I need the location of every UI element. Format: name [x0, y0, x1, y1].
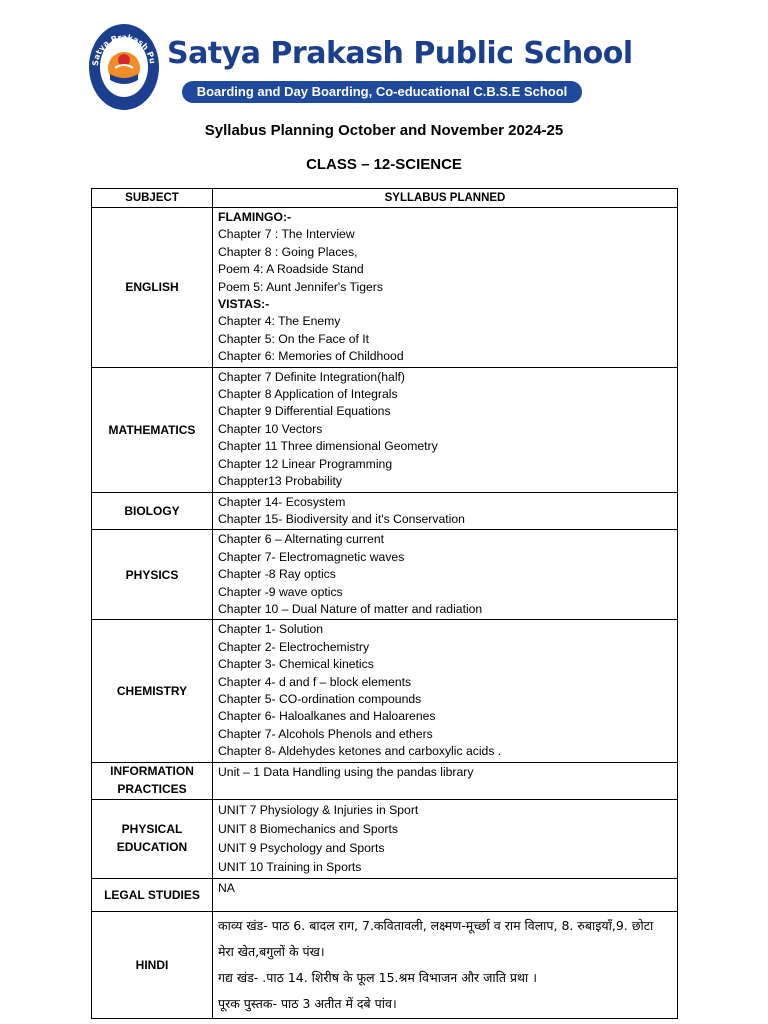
table-row-physics [92, 530, 678, 620]
subject-line: EDUCATION [116, 839, 188, 854]
table-row-mathematics [92, 367, 678, 492]
syllabus-line: Chapter 6: Memories of Childhood [218, 349, 404, 364]
page-title: Syllabus Planning October and November 2024-25 [204, 122, 564, 139]
syllabus-line: Chapter 4- d and f – block elements [218, 674, 412, 689]
syllabus-line: Chapter 14- Ecosystem [218, 494, 346, 509]
syllabus-line: Chapter -8 Ray optics [218, 567, 336, 582]
subject-cell: MATHEMATICS [92, 367, 213, 492]
syllabus-cell [213, 530, 678, 620]
syllabus-cell [213, 208, 678, 368]
table-row-chemistry [92, 620, 678, 762]
syllabus-line: पूरक पुस्तक- पाठ 3 अतीत में दबे पांव। [218, 995, 397, 1011]
syllabus-line: Chapter 1- Solution [218, 622, 324, 637]
syllabus-line: Chapter 2- Electrochemistry [218, 639, 370, 654]
subject-cell: BIOLOGY [92, 492, 213, 530]
school-name: Satya Prakash Public School [167, 36, 633, 71]
subject-cell [92, 762, 213, 799]
section-heading: VISTAS:- [218, 297, 270, 312]
syllabus-line: Chapter 6- Haloalkanes and Haloarenes [218, 709, 436, 724]
section-heading: FLAMINGO:- [218, 210, 292, 224]
syllabus-line: Chapter 7- Electromagnetic waves [218, 549, 405, 564]
syllabus-line: Chapter 6 – Alternating current [218, 532, 384, 547]
subject-cell: LEGAL STUDIES [92, 878, 213, 911]
syllabus-line: Poem 5: Aunt Jennifer's Tigers [218, 279, 383, 294]
syllabus-cell [213, 878, 678, 911]
school-tagline: Boarding and Day Boarding, Co-educational C.B.S.E School [182, 81, 582, 103]
table-row-information-practices [92, 762, 678, 799]
syllabus-line: Unit – 1 Data Handling using the pandas library [218, 764, 474, 779]
subject-cell: ENGLISH [92, 208, 213, 368]
syllabus-line: NA [218, 880, 235, 895]
syllabus-line: Chapter 8 Application of Integrals [218, 387, 398, 402]
subject-cell: HINDI [92, 911, 213, 1018]
table-header-row [92, 189, 678, 208]
syllabus-line: Chapter 8 : Going Places, [218, 244, 358, 259]
syllabus-line: Chapter -9 wave optics [218, 584, 343, 599]
subject-line: INFORMATION [110, 764, 194, 779]
syllabus-line: UNIT 10 Training in Sports [218, 859, 362, 874]
table-row-english [92, 208, 678, 368]
syllabus-line: Chapter 9 Differential Equations [218, 404, 391, 419]
syllabus-line: Chapter 7- Alcohols Phenols and ethers [218, 726, 433, 741]
subject-line: PHYSICAL [121, 822, 183, 837]
subject-line: PRACTICES [117, 781, 187, 796]
syllabus-cell [213, 911, 678, 1018]
syllabus-line: Chapter 10 – Dual Nature of matter and radiation [218, 601, 483, 616]
subject-cell: CHEMISTRY [92, 620, 213, 762]
table-row-legal-studies [92, 878, 678, 911]
table-row-hindi [92, 911, 678, 1018]
syllabus-line: काव्य खंड- पाठ 6. बादल राग, 7.कवितावली, लक्ष्मण-मूर्च्छा व राम विलाप, 8. रुबाइयाँ,9. छोटा मेरा खेत,बगुलों के पंख। [218, 917, 654, 959]
syllabus-line: Chapter 5- CO-ordination compounds [218, 691, 422, 706]
syllabus-line: Chapter 15- Biodiversity and it's Conservation [218, 511, 465, 526]
syllabus-line: Chapter 7 Definite Integration(half) [218, 369, 405, 384]
syllabus-line: गद्य खंड- .पाठ 14. शिरीष के फूल 15.श्रम विभाजन और जाति प्रथा । [218, 969, 537, 985]
syllabus-line: UNIT 8 Biomechanics and Sports [218, 821, 398, 836]
syllabus-line: UNIT 9 Psychology and Sports [218, 840, 385, 855]
syllabus-column-header: SYLLABUS PLANNED [213, 189, 678, 208]
syllabus-line: UNIT 7 Physiology & Injuries in Sport [218, 802, 419, 817]
logo-ring-text: Satya Prakash Pu [90, 32, 157, 67]
syllabus-line: Chapter 11 Three dimensional Geometry [218, 439, 438, 454]
syllabus-line: Chapter 3- Chemical kinetics [218, 657, 374, 672]
syllabus-cell [213, 799, 678, 878]
syllabus-table [91, 188, 678, 1019]
syllabus-cell [213, 762, 678, 799]
syllabus-cell [213, 620, 678, 762]
syllabus-line: Chapter 8- Aldehydes ketones and carboxylic acids . [218, 744, 502, 759]
syllabus-cell [213, 492, 678, 530]
table-row-biology [92, 492, 678, 530]
syllabus-line: Chapter 5: On the Face of It [218, 331, 370, 346]
syllabus-cell [213, 367, 678, 492]
syllabus-line: Chapter 10 Vectors [218, 421, 323, 436]
syllabus-line: Chapter 12 Linear Programming [218, 456, 393, 471]
subject-cell [92, 799, 213, 878]
syllabus-line: Poem 4: A Roadside Stand [218, 262, 364, 277]
subject-cell: PHYSICS [92, 530, 213, 620]
table-row-physical-education [92, 799, 678, 878]
syllabus-line: Chappter13 Probability [218, 474, 342, 489]
school-logo [88, 22, 160, 112]
syllabus-line: Chapter 7 : The Interview [218, 227, 355, 242]
class-title: CLASS – 12-SCIENCE [306, 156, 462, 173]
subject-column-header: SUBJECT [92, 189, 213, 208]
syllabus-line: Chapter 4: The Enemy [218, 314, 341, 329]
